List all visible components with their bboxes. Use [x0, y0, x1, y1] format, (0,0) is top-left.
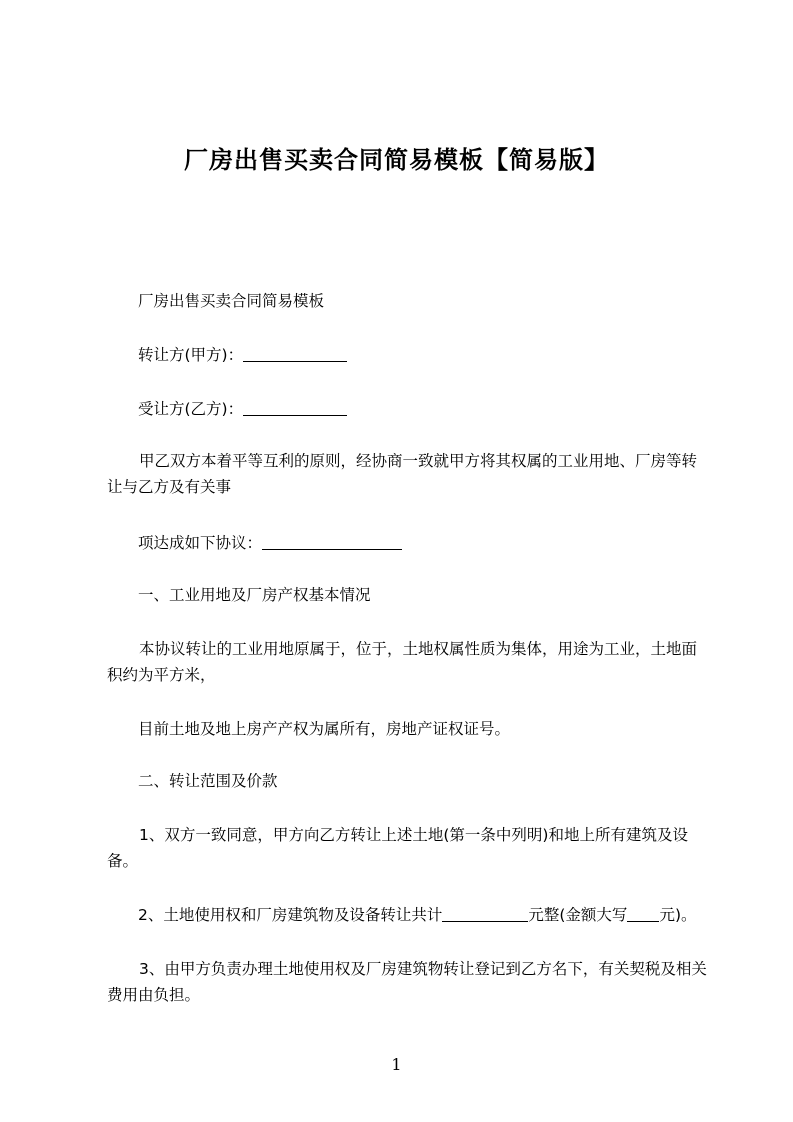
agreement-blank: [262, 533, 402, 550]
amount-blank: [442, 905, 528, 922]
agreement-line: [138, 530, 402, 556]
clause-2-middle: 元整(金额大写: [528, 906, 628, 924]
clause-2-prefix: 2、土地使用权和厂房建筑物及设备转让共计: [138, 906, 443, 924]
agreement-label: 项达成如下协议：: [138, 534, 263, 552]
clause-2-suffix: 元)。: [659, 906, 697, 924]
document-subtitle: 厂房出售买卖合同简易模板: [138, 292, 325, 310]
party-b-blank: [243, 399, 347, 416]
party-b-line: [138, 396, 347, 422]
party-b-label: 受让方(乙方)：: [138, 400, 244, 418]
section1-heading: 一、工业用地及厂房产权基本情况: [138, 586, 371, 604]
clause-3: 3、由甲方负责办理土地使用权及厂房建筑物转让登记到乙方名下，有关契税及相关费用由负担。: [107, 960, 707, 1004]
section2-heading: 二、转让范围及价款: [138, 772, 278, 790]
amount-words-blank: [627, 905, 659, 922]
section1-line2: 目前土地及地上房产产权为属所有，房地产证权证号。: [138, 720, 511, 738]
document-title: 厂房出售买卖合同简易模板【简易版】: [184, 146, 609, 174]
clause-1: 1、双方一致同意，甲方向乙方转让上述土地(第一条中列明)和地上所有建筑及设备。: [107, 826, 688, 870]
intro-paragraph: 甲乙双方本着平等互利的原则，经协商一致就甲方将其权属的工业用地、厂房等转让与乙方及有关事: [107, 452, 698, 496]
section1-paragraph: 本协议转让的工业用地原属于，位于，土地权属性质为集体，用途为工业，土地面积约为平方米，: [107, 640, 698, 684]
clause-2: [138, 902, 697, 928]
party-a-blank: [243, 345, 347, 362]
party-a-line: [138, 342, 347, 368]
page-number: 1: [391, 1055, 402, 1074]
party-a-label: 转让方(甲方)：: [138, 346, 244, 364]
